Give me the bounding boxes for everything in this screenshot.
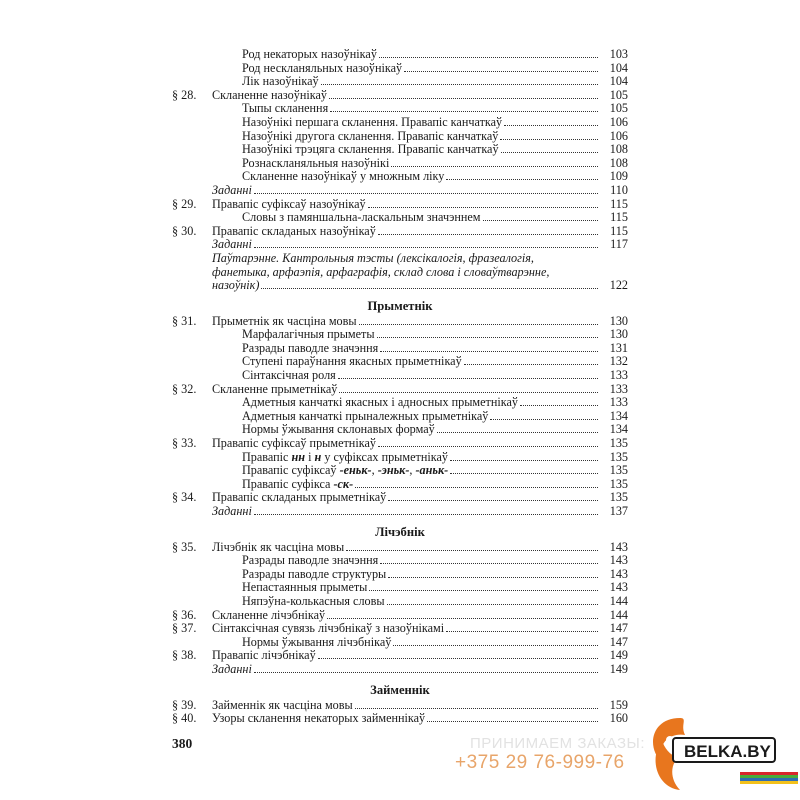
toc-entry [212,491,598,505]
toc-entry [212,699,598,713]
page-ref: 149 [609,648,628,663]
page-ref: 131 [609,340,628,355]
toc-title: Сінтаксічная сувязь лічэбнікаў з назоўнікамі [212,622,445,636]
toc-title: Правапіс суфіксаў прыметнікаў [212,437,376,451]
dot-leader [387,604,598,605]
toc-title: Словы з памяншальна-ласкальным значэннем [242,211,481,225]
page-ref: 106 [609,114,628,129]
page-ref: 160 [609,711,628,726]
section-number: § 39. [172,697,197,712]
dot-leader [464,364,598,365]
adjective-suffix-entries [172,451,628,492]
toc-entry [212,712,598,726]
page-number: 380 [172,736,193,751]
toc-entry [242,170,598,184]
page-ref: 144 [609,607,628,622]
toc-entry [242,342,598,356]
page-ref: 106 [609,128,628,143]
review-line-2: фанетыка, арфаэпія, арфаграфія, склад слова і словаўтварэнне, [212,264,550,279]
text-fragment: Правапіс [242,450,292,464]
watermark-phone: +375 29 76-999-76 [455,752,625,773]
toc-title: Назоўнікі першага скланення. Правапіс канчаткаў [242,115,503,129]
section-number: § 33. [172,436,197,451]
toc-entry [212,437,598,451]
dot-leader [490,419,598,420]
toc-row [172,663,628,677]
section-number: § 30. [172,223,197,238]
page-ref: 134 [609,408,628,423]
toc-row [172,649,628,663]
page-ref: 135 [609,449,628,464]
dot-leader [380,351,598,352]
toc-entry [212,383,598,397]
toc-title: Род некаторых назоўнікаў [242,48,377,61]
adjective-entries [172,315,628,451]
toc-title: Марфалагічныя прыметы [242,328,375,342]
toc-entry [242,595,598,609]
dot-leader [500,139,598,140]
toc-row [172,636,628,650]
toc-row [172,609,628,623]
toc-row [172,184,628,198]
section-heading-adjective: Прыметнік [367,298,433,313]
toc-entry [242,328,598,342]
toc-title: Правапіс лічэбнікаў [212,649,316,663]
toc-title: Правапіс складаных прыметнікаў [212,491,387,505]
toc-row [172,342,628,356]
text-fragment: Правапіс суфікса [242,477,334,491]
review-line-3 [212,279,598,293]
toc-row [172,622,628,636]
dot-leader [346,550,598,551]
toc-row [172,383,628,397]
page-ref: 104 [609,74,628,89]
toc-row [172,225,628,239]
page-ref: 143 [609,580,628,595]
toc-row [172,699,628,713]
table-of-contents [172,48,628,726]
toc-row [172,116,628,130]
toc-row [172,595,628,609]
dot-leader [450,460,598,461]
brand-badge[interactable]: BELKA.BY [672,737,776,763]
page-ref: 143 [609,539,628,554]
adjective-entries-continued [172,491,628,518]
toc-row [172,143,628,157]
toc-entry [212,505,598,519]
toc-row [172,315,628,329]
toc-row [172,75,628,89]
toc-row [172,328,628,342]
toc-entry [242,410,598,424]
dot-leader [355,708,598,709]
section-number: § 29. [172,196,197,211]
toc-row [172,581,628,595]
dot-leader [318,658,598,659]
toc-entry [242,568,598,582]
dot-leader [368,207,598,208]
toc-title: Заданні [212,183,252,197]
toc-row [172,198,628,212]
toc-title: Скланенне назоўнікаў у множным ліку [242,170,445,184]
dot-leader [427,721,598,722]
toc-entry [242,451,598,465]
toc-entry [212,541,598,555]
page-ref: 134 [609,422,628,437]
toc-entry [212,315,598,329]
toc-title [242,464,450,478]
page-ref: 130 [609,327,628,342]
toc-title: Узоры скланення некаторых займеннікаў [212,712,426,726]
toc-title: Лік назоўнікаў [242,75,319,89]
dot-leader [483,220,598,221]
bold-italic-fragment: -эньк- [377,464,410,478]
section-number: § 34. [172,490,197,505]
text-fragment: Правапіс суфіксаў [242,464,340,478]
dot-leader [254,247,598,248]
page-ref: 133 [609,395,628,410]
page-ref: 143 [609,553,628,568]
toc-title: Род нескланяльных назоўнікаў [242,61,403,75]
review-page: 122 [609,278,628,293]
toc-entry [242,116,598,130]
toc-title: Назоўнікі другога скланення. Правапіс канчаткаў [242,129,499,143]
toc-title [242,451,450,465]
review-line-1: Паўтарэнне. Кантрольныя тэсты (лексікалогія, фразеалогія, [212,250,534,265]
text-fragment: і [305,450,315,464]
toc-title: Тыпы скланення [242,102,329,116]
toc-row [172,102,628,116]
toc-title: Лічэбнік як часціна мовы [212,540,345,554]
toc-row [172,369,628,383]
section-number: § 31. [172,313,197,328]
toc-row [172,130,628,144]
dot-leader [380,563,598,564]
toc-entry [242,130,598,144]
toc-entry [242,636,598,650]
toc-row [172,568,628,582]
toc-title: Разрады паводле значэння [242,341,379,355]
toc-title: Заданні [212,505,252,518]
dot-leader [359,324,598,325]
dot-leader [446,179,598,180]
toc-row [172,712,628,726]
toc-title: Нормы ўжывання лічэбнікаў [242,635,392,649]
toc-entry [212,649,598,663]
toc-title: Правапіс складаных назоўнікаў [212,224,376,238]
toc-entry [212,89,598,103]
watermark-text: ПРИНИМАЕМ ЗАКАЗЫ: [470,735,645,752]
toc-row [172,89,628,103]
dot-leader [338,378,598,379]
section-heading-numeral: Лічэбнік [375,524,425,539]
dot-leader [388,577,598,578]
dot-leader [404,71,598,72]
toc-row [172,451,628,465]
page-ref: 130 [609,313,628,328]
dot-leader [327,618,598,619]
toc-row [172,541,628,555]
page-ref: 133 [609,381,628,396]
dot-leader [388,500,598,501]
page-ref: 135 [609,463,628,478]
page-ref: 108 [609,142,628,157]
toc-title: Заданні [212,662,252,676]
dot-leader [254,672,598,673]
page-ref: 108 [609,155,628,170]
dot-leader [450,473,598,474]
pronoun-entries [172,699,628,726]
toc-row [172,478,628,492]
toc-entry [212,609,598,623]
page-ref: 115 [610,223,628,238]
toc-entry [242,355,598,369]
toc-title: Адметныя канчаткі якасных і адносных прыметнікаў [242,396,519,410]
toc-entry [212,184,598,198]
page-ref: 115 [610,210,628,225]
bold-italic-fragment: -аньк- [415,464,449,478]
toc-title: Ступені параўнання якасных прыметнікаў [242,355,462,369]
toc-entry [212,663,598,677]
toc-row [172,170,628,184]
toc-title: Сінтаксічная роля [242,369,336,383]
toc-row [172,396,628,410]
toc-entry [242,464,598,478]
section-number: § 37. [172,621,197,636]
bold-italic-fragment: н [314,450,322,464]
toc-title: Рознаскланяльныя назоўнікі [242,156,390,170]
dot-leader [393,645,598,646]
toc-entry [242,211,598,225]
dot-leader [254,514,598,515]
section-number: § 35. [172,539,197,554]
toc-entry [242,423,598,437]
dot-leader [369,590,598,591]
toc-entry [242,48,598,62]
toc-title: Скланенне лічэбнікаў [212,608,326,622]
toc-title: Адметныя канчаткі прыналежных прыметнікаў [242,409,489,423]
toc-entry [242,478,598,492]
toc-entry [242,143,598,157]
dot-leader [355,487,598,488]
noun-entries [172,48,628,252]
page-ref: 105 [609,101,628,116]
toc-entry [212,198,598,212]
toc-entry [242,581,598,595]
page-ref: 117 [610,237,628,252]
dot-leader [377,337,598,338]
dot-leader [501,152,598,153]
toc-title: Скланенне назоўнікаў [212,88,327,102]
text-fragment: , [371,464,378,478]
page-ref: 132 [609,354,628,369]
section-number: § 28. [172,87,197,102]
page-ref: 135 [609,436,628,451]
toc-entry [242,157,598,171]
dot-leader [437,432,598,433]
dot-leader [391,166,598,167]
toc-title: Разрады паводле значэння [242,554,379,568]
page-ref: 115 [610,196,628,211]
review-line-3-text: назоўнік) [212,278,260,293]
flag-stripes-icon [740,772,798,784]
bold-italic-fragment: нн [291,450,306,464]
dot-leader [378,446,598,447]
section-number: § 38. [172,648,197,663]
section-number: § 36. [172,607,197,622]
toc-title: Прыметнік як часціна мовы [212,314,357,328]
toc-row [172,355,628,369]
toc-entry [212,238,598,252]
toc-entry [242,554,598,568]
page-ref: 149 [609,661,628,676]
review-entry [172,252,628,293]
toc-row [172,48,628,62]
toc-row [172,554,628,568]
page-ref: 133 [609,368,628,383]
toc-row [172,211,628,225]
page-ref: 143 [609,566,628,581]
page-ref: 159 [609,697,628,712]
toc-row [172,464,628,478]
dot-leader [254,193,598,194]
toc-title: Заданні [212,238,252,252]
toc-row [172,491,628,505]
page-ref: 135 [609,490,628,505]
dot-leader [504,125,598,126]
page-ref: 103 [609,47,628,61]
page-ref: 147 [609,621,628,636]
dot-leader [329,98,598,99]
numeral-entries [172,541,628,677]
page-ref: 105 [609,87,628,102]
toc-title: Непастаянныя прыметы [242,581,368,595]
toc-title: Скланенне прыметнікаў [212,382,338,396]
page-ref: 144 [609,593,628,608]
bold-italic-fragment: -ск- [333,477,354,491]
toc-row [172,238,628,252]
text-fragment: у суфіксах прыметнікаў [321,450,448,464]
section-heading-pronoun: Займеннік [370,682,430,697]
page-ref: 109 [609,169,628,184]
dot-leader [261,288,598,289]
toc-entry [242,396,598,410]
toc-row [172,62,628,76]
section-number: § 40. [172,711,197,726]
dot-leader [379,57,598,58]
toc-title: Назоўнікі трэцяга скланення. Правапіс канчаткаў [242,143,499,157]
toc-row [172,423,628,437]
toc-entry [212,225,598,239]
page-ref: 135 [609,476,628,491]
toc-row [172,437,628,451]
toc-title: Няпэўна-колькасныя словы [242,594,385,608]
dot-leader [378,234,598,235]
page-ref: 137 [609,504,628,518]
toc-title: Нормы ўжывання склонавых формаў [242,423,435,437]
bold-italic-fragment: -еньк- [339,464,372,478]
text-fragment: , [409,464,416,478]
toc-row [172,157,628,171]
toc-title: Правапіс суфіксаў назоўнікаў [212,197,366,211]
toc-row [172,410,628,424]
toc-title: Займеннік як часціна мовы [212,698,353,712]
dot-leader [330,111,598,112]
toc-entry [242,75,598,89]
section-number: § 32. [172,381,197,396]
dot-leader [446,631,598,632]
page-ref: 110 [610,182,628,197]
toc-title [242,478,355,492]
dot-leader [321,84,598,85]
page-ref: 147 [609,634,628,649]
toc-title: Разрады паводле структуры [242,567,387,581]
toc-entry [242,369,598,383]
toc-entry [212,622,598,636]
toc-row [172,505,628,519]
toc-entry [242,62,598,76]
toc-entry [242,102,598,116]
dot-leader [339,392,598,393]
page-ref: 104 [609,60,628,75]
dot-leader [520,405,598,406]
